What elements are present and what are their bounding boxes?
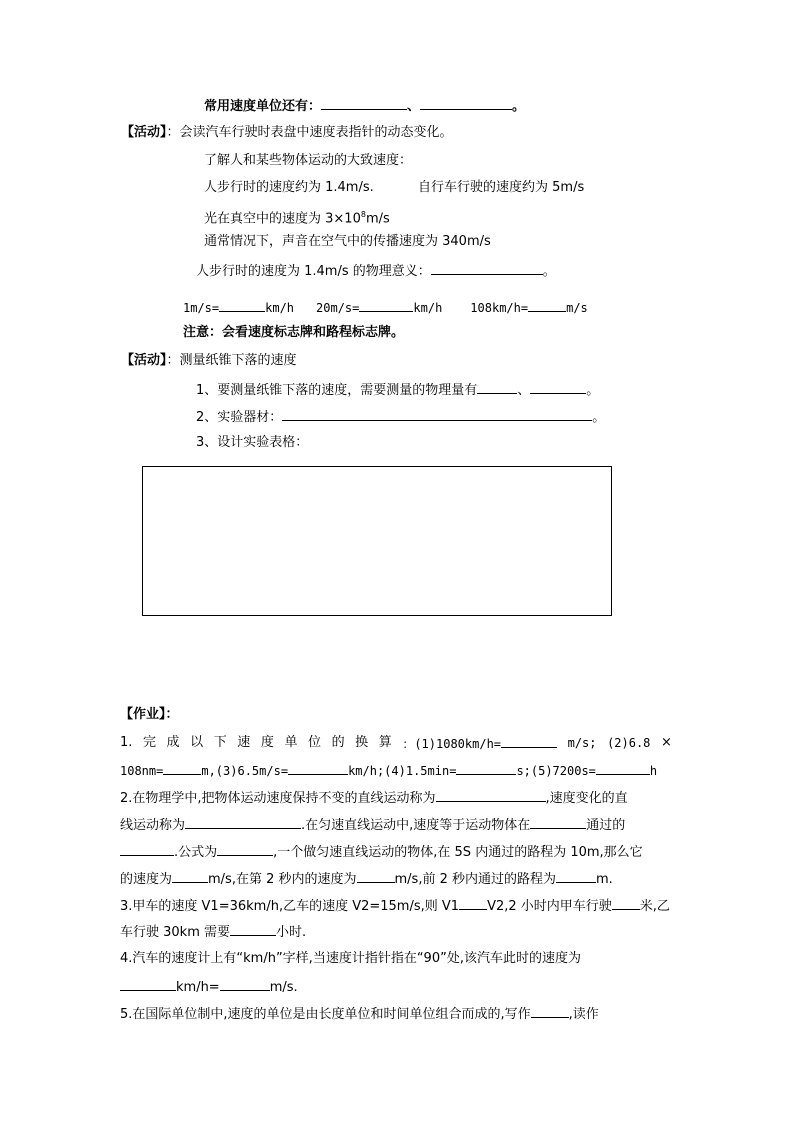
blank-conv3[interactable]: [528, 298, 566, 312]
hw3-text: 米,乙: [639, 899, 670, 914]
hw2-text: .公式为: [174, 845, 218, 860]
conv2-unit: km/h: [413, 301, 443, 315]
hw3-text: 小时.: [276, 925, 307, 940]
hw2-text: m/s,前 2 秒内通过的路程为: [394, 872, 557, 887]
blank-equipment[interactable]: [282, 407, 592, 421]
conv1-unit: km/h: [265, 301, 295, 315]
hw2-text: 的速度为: [120, 872, 173, 887]
q2-text: 2、实验器材：: [196, 410, 283, 425]
units-sep: 、: [407, 99, 421, 114]
hw2-text: ,一个做匀速直线运动的物体,在 5S 内通过的路程为 10m,那么它: [273, 845, 643, 860]
hw2-text: 通过的: [586, 818, 626, 833]
hw1-char: 位: [308, 735, 322, 750]
blank-hw2-8[interactable]: [556, 869, 596, 883]
hw5-text: ,读作: [568, 1007, 599, 1022]
hw1-num: 1.: [120, 735, 133, 750]
hw3-text: V2,2 小时内甲车行驶: [487, 899, 612, 914]
blank-hw3-2[interactable]: [612, 896, 640, 910]
hw1-char: 下: [213, 735, 227, 750]
hw1-part1: [402, 734, 557, 754]
light-speed-exponent: 8: [360, 210, 366, 219]
blank-hw2-2[interactable]: [185, 815, 301, 829]
hw2-line1: [120, 788, 628, 808]
hw3-line2: [120, 922, 306, 942]
activity2-q2: [196, 407, 605, 427]
units-end: 。: [512, 99, 526, 114]
walk-meaning-text: 人步行时的速度为 1.4m/s 的物理意义：: [196, 264, 431, 279]
walk-meaning-line: [196, 261, 556, 281]
hw1-char: 算: [378, 735, 392, 750]
hw1-q1-label: ：(1)1080km/h=: [402, 737, 502, 751]
blank-hw2-1[interactable]: [436, 788, 546, 802]
hw1-char: 速: [237, 735, 251, 750]
light-speed-unit: m/s: [365, 211, 390, 227]
hw1-q4-label: km/h;(4)1.5min=: [348, 764, 457, 778]
blank-hw3-1[interactable]: [459, 896, 487, 910]
hw1-char: 换: [355, 735, 369, 750]
blank-hw1-3[interactable]: [288, 761, 348, 775]
hw4-text: m/s.: [269, 980, 298, 995]
experiment-table-box[interactable]: [142, 466, 612, 616]
blank-hw1-5[interactable]: [596, 761, 650, 775]
activity1-text: ：会读汽车行驶时表盘中速度表指针的动态变化。: [166, 125, 453, 140]
blank-hw3-3[interactable]: [230, 922, 276, 936]
blank-hw2-3[interactable]: [530, 815, 586, 829]
conv3-label: 108km/h=: [470, 301, 529, 315]
q1-end: 。: [586, 383, 600, 398]
blank-hw2-6[interactable]: [172, 869, 208, 883]
activity2-tag: 【活动】: [121, 353, 167, 368]
hw1-q3-label: m,(3)6.5m/s=: [201, 764, 289, 778]
bike-speed: 自行车行驶的速度约为 5m/s: [418, 180, 585, 195]
activity1-tag: 【活动】: [121, 125, 167, 140]
hw1-line1: [120, 734, 672, 754]
blank-hw5-1[interactable]: [531, 1004, 569, 1018]
units-label: 常用速度单位还有：: [204, 99, 322, 114]
conv1-label: 1m/s=: [183, 301, 220, 315]
hw4-line1: 4.汽车的速度计上有“km/h”字样,当速度计指针指在“90”处,该汽车此时的速度为: [120, 951, 581, 966]
hw1-char: 成: [166, 735, 180, 750]
hw1-q2-value: 108nm=: [120, 764, 164, 778]
blank-unit-2[interactable]: [420, 96, 512, 110]
blank-hw2-7[interactable]: [357, 869, 395, 883]
blank-hw1-4[interactable]: [456, 761, 516, 775]
common-units-line: [204, 96, 525, 116]
walk-speed: 人步行时的速度约为 1.4m/s.: [204, 180, 374, 195]
hw1-line2: [120, 761, 657, 780]
hw1-char: 的: [331, 735, 345, 750]
activity2-text: ：测量纸锥下落的速度: [166, 353, 297, 368]
blank-q1-a[interactable]: [477, 380, 517, 394]
hw3-line1: [120, 896, 670, 916]
activity2-q1: [196, 380, 599, 400]
blank-hw1-2[interactable]: [163, 761, 201, 775]
hw1-q5-unit: h: [649, 764, 658, 778]
conv2-label: 20m/s=: [316, 301, 360, 315]
hw1-q1-unit: m/s;: [567, 736, 597, 750]
hw5-text: 5.在国际单位制中,速度的单位是由长度单位和时间单位组合而成的,写作: [120, 1007, 531, 1022]
activity2-q3: 3、设计实验表格：: [196, 435, 309, 450]
hw2-text: m.: [596, 872, 613, 887]
q1-sep: 、: [517, 383, 531, 398]
q1-text: 1、要测量纸锥下落的速度，需要测量的物理量有: [196, 383, 478, 398]
blank-hw4-2[interactable]: [220, 977, 270, 991]
hw2-text: ,速度变化的直: [545, 791, 628, 806]
sound-speed: 通常情况下，声音在空气中的传播速度为 340m/s: [204, 234, 491, 249]
hw1-char: 度: [260, 735, 274, 750]
blank-hw1-1[interactable]: [501, 734, 557, 748]
hw4-line2: [120, 977, 298, 997]
blank-hw2-4[interactable]: [120, 842, 174, 856]
hw3-text: 3.甲车的速度 V1=36km/h,乙车的速度 V2=15m/s,则 V1: [120, 899, 460, 914]
hw1-char: 完: [142, 735, 156, 750]
conv3-unit: m/s: [566, 301, 588, 315]
hw2-line3: [120, 842, 643, 862]
hw1-times: ×: [660, 735, 672, 750]
note-line: 注意：会看速度标志牌和路程标志牌。: [183, 325, 405, 340]
walk-meaning-end: 。: [542, 264, 556, 279]
activity2-heading: [121, 352, 297, 370]
conversion-line: [183, 298, 588, 317]
hw2-text: 线运动称为: [120, 818, 186, 833]
hw3-text: 车行驶 30km 需要: [120, 925, 230, 940]
hw2-text: 2.在物理学中,把物体运动速度保持不变的直线运动称为: [120, 791, 436, 806]
blank-unit-1[interactable]: [321, 96, 407, 110]
hw4-text: km/h=: [176, 980, 220, 995]
hw5-line1: [120, 1004, 599, 1024]
light-speed-base: 光在真空中的速度为 3×10: [204, 211, 361, 227]
q2-end: 。: [592, 410, 606, 425]
hw2-line2: [120, 815, 625, 835]
activity1-heading: [121, 124, 453, 142]
hw2-text: m/s,在第 2 秒内的速度为: [208, 872, 357, 887]
activity1-intro: 了解人和某些物体运动的大致速度：: [204, 153, 413, 168]
light-speed: [204, 206, 390, 228]
hw1-char: 单: [284, 735, 298, 750]
hw2-line4: [120, 869, 613, 889]
blank-hw4-1[interactable]: [120, 977, 176, 991]
blank-q1-b[interactable]: [530, 380, 586, 394]
blank-hw2-5[interactable]: [217, 842, 273, 856]
homework-title: 【作业】：: [120, 707, 179, 722]
blank-conv2[interactable]: [359, 298, 413, 312]
hw1-char: 以: [190, 735, 204, 750]
hw2-text: .在匀速直线运动中,速度等于运动物体在: [301, 818, 531, 833]
blank-conv1[interactable]: [219, 298, 265, 312]
hw1-q2-label: (2)6.8: [607, 736, 651, 750]
blank-walk-meaning[interactable]: [431, 261, 543, 275]
hw1-q5-label: s;(5)7200s=: [516, 764, 596, 778]
